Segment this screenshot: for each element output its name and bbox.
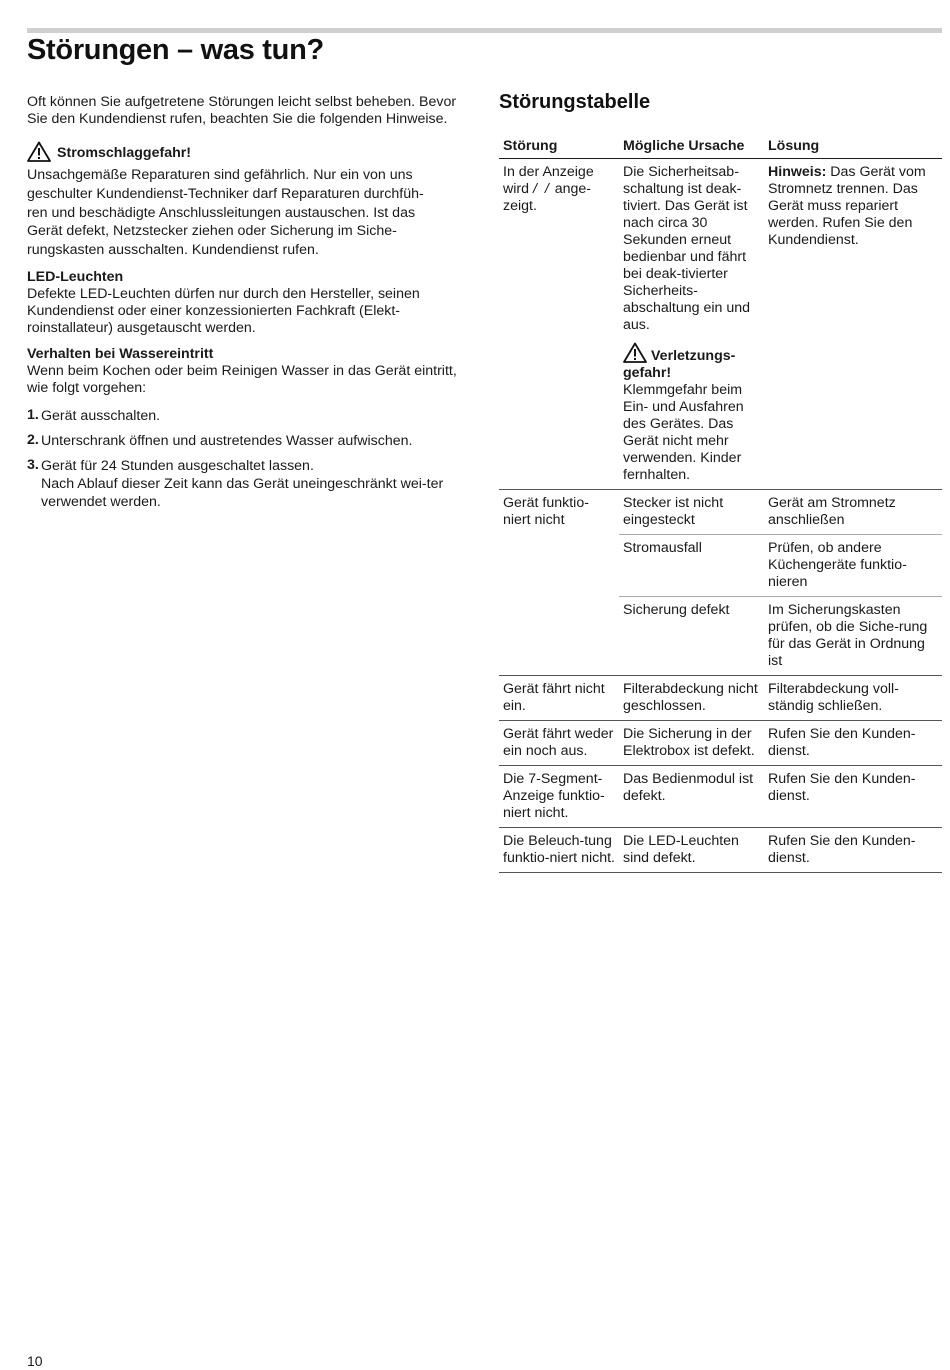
table-cell: Die LED-Leuchten sind defekt. <box>619 828 764 873</box>
table-cell: Rufen Sie den Kunden-dienst. <box>764 828 942 873</box>
table-row <box>499 159 942 490</box>
injury-warning-text: Klemmgefahr beim Ein- und Ausfahren des Gerätes. Das Gerät nicht mehr verwenden. Kinder fernhalten. <box>623 382 744 483</box>
steps-list <box>27 407 472 511</box>
table-cell: Gerät am Stromnetz anschließen <box>764 490 942 535</box>
page-title: Störungen – was tun? <box>27 34 324 66</box>
table-cell: Gerät fährt weder ein noch aus. <box>499 721 619 766</box>
right-column <box>499 91 942 873</box>
table-cell <box>764 159 942 490</box>
list-item <box>27 432 472 450</box>
warning-line: geschulter Kundendienst-Techniker darf Reparaturen durchfüh- <box>27 185 424 202</box>
table-cell <box>619 159 764 490</box>
warning-triangle-icon <box>623 342 647 363</box>
warning-line: rungskasten ausschalten. Kundendienst rufen. <box>27 242 319 259</box>
table-cell: Filterabdeckung voll-ständig schließen. <box>764 676 942 721</box>
table-cell: Im Sicherungskasten prüfen, ob die Siche-rung für das Gerät in Ordnung ist <box>764 597 942 676</box>
warning-title: Stromschlaggefahr! <box>57 145 192 161</box>
warning-triangle-icon <box>27 141 51 162</box>
column-header: Mögliche Ursache <box>619 132 764 159</box>
step-number: 2. <box>27 431 39 448</box>
step-text: Gerät für 24 Stunden ausgeschaltet lassen. <box>41 457 314 474</box>
table-row <box>499 490 942 535</box>
table-header-row <box>499 132 942 159</box>
table-cell: Die Beleuch-tung funktio-niert nicht. <box>499 828 619 873</box>
troubleshooting-table <box>499 132 942 873</box>
column-header: Störung <box>499 132 619 159</box>
warning-line: ren und beschädigte Anschlussleitungen austauschen. Ist das <box>27 204 416 221</box>
table-cell: Das Bedienmodul ist defekt. <box>619 766 764 828</box>
injury-warning <box>623 342 760 484</box>
cell-text: Die Sicherheitsab-schaltung ist deak-tiviert. Das Gerät ist nach circa 30 Sekunden erneut bedienbar und fährt bei deak-tivierter Sicherheits-abschaltung ein und aus. <box>623 164 751 333</box>
table-cell: Stecker ist nicht eingesteckt <box>619 490 764 535</box>
left-column <box>27 94 472 518</box>
table-cell: Die Sicherung in der Elektrobox ist defekt. <box>619 721 764 766</box>
warning-line: Gerät defekt, Netzstecker ziehen oder Sicherung im Siche- <box>27 223 397 240</box>
table-cell: Rufen Sie den Kunden-dienst. <box>764 766 942 828</box>
table-cell <box>499 159 619 490</box>
hint-label: Hinweis: <box>768 164 827 180</box>
electric-shock-warning-heading <box>27 141 472 162</box>
display-symbol: / / <box>532 181 551 197</box>
table-row <box>499 721 942 766</box>
table-cell: Rufen Sie den Kunden-dienst. <box>764 721 942 766</box>
warning-text <box>27 166 472 260</box>
led-text: Defekte LED-Leuchten dürfen nur durch den Hersteller, seinen Kundendienst oder einer konzessionierten Fachkraft (Elekt-roinstallateur) ausgetauscht werden. <box>27 285 420 336</box>
injury-warning-title: Verletzungs-gefahr! <box>623 348 736 381</box>
page-number: 10 <box>27 1353 43 1369</box>
table-cell: Gerät funktio-niert nicht <box>499 490 619 676</box>
step-text: Unterschrank öffnen und austretendes Wasser aufwischen. <box>41 432 413 449</box>
top-rule <box>27 28 942 33</box>
cell-text: ange-zeigt. <box>503 181 592 214</box>
table-cell: Prüfen, ob andere Küchengeräte funktio-nieren <box>764 535 942 597</box>
step-extra: Nach Ablauf dieser Zeit kann das Gerät uneingeschränkt wei-ter verwendet werden. <box>41 475 444 510</box>
table-cell: Gerät fährt nicht ein. <box>499 676 619 721</box>
step-number: 3. <box>27 456 39 473</box>
led-heading: LED-Leuchten <box>27 268 124 285</box>
warning-line: Unsachgemäße Reparaturen sind gefährlich. Nur ein von uns <box>27 167 413 183</box>
hint-text: Das Gerät vom Stromnetz trennen. Das Gerät muss repariert werden. Rufen Sie den Kundendienst. <box>768 164 926 248</box>
table-row <box>499 828 942 873</box>
step-text: Gerät ausschalten. <box>41 407 161 424</box>
injury-warning-heading <box>623 342 760 382</box>
column-header: Lösung <box>764 132 942 159</box>
water-heading: Verhalten bei Wassereintritt <box>27 345 214 362</box>
step-number: 1. <box>27 406 39 423</box>
list-item <box>27 457 472 511</box>
table-title: Störungstabelle <box>499 91 651 113</box>
table-cell: Filterabdeckung nicht geschlossen. <box>619 676 764 721</box>
water-text: Wenn beim Kochen oder beim Reinigen Wasser in das Gerät eintritt, wie folgt vorgehen: <box>27 362 457 396</box>
table-cell: Stromausfall <box>619 535 764 597</box>
table-cell: Die 7-Segment-Anzeige funktio-niert nicht. <box>499 766 619 828</box>
intro-text: Oft können Sie aufgetretene Störungen leicht selbst beheben. Bevor Sie den Kundendienst rufen, beachten Sie die folgenden Hinweise. <box>27 94 457 127</box>
table-row <box>499 766 942 828</box>
table-cell: Sicherung defekt <box>619 597 764 676</box>
list-item <box>27 407 472 425</box>
table-row <box>499 676 942 721</box>
cell-text: In der Anzeige wird <box>503 164 594 197</box>
